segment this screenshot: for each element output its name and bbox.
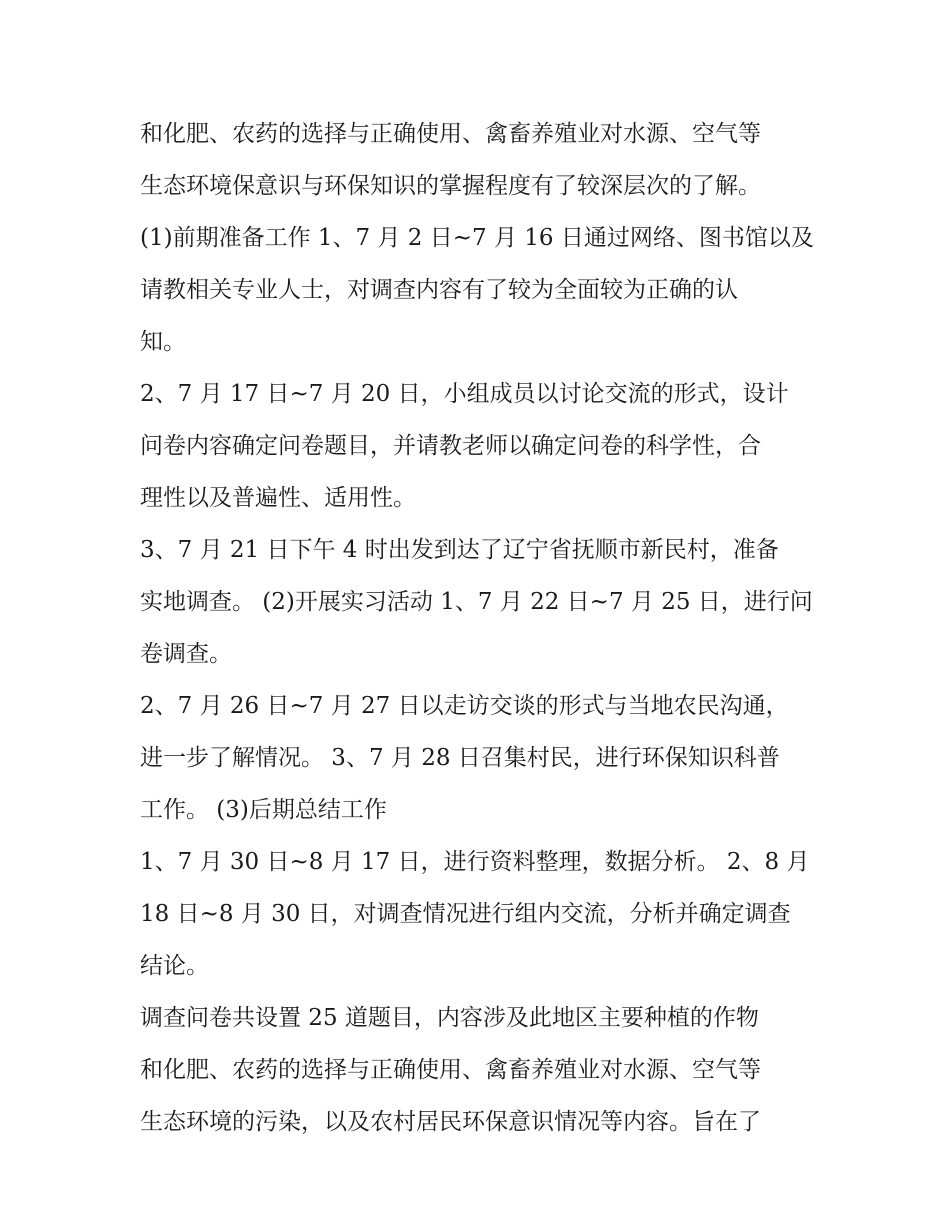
- text-line: 请教相关专业人士，对调查内容有了较为全面较为正确的认: [140, 277, 738, 303]
- text-line: 生态环境的污染，以及农村居民环保意识情况等内容。旨在了: [140, 1109, 761, 1135]
- text-line: 2、7 月 17 日~7 月 20 日，小组成员以讨论交流的形式，设计: [140, 381, 789, 407]
- text-line: 进一步了解情况。 3、7 月 28 日召集村民，进行环保知识科普: [140, 745, 780, 771]
- text-line: 3、7 月 21 日下午 4 时出发到达了辽宁省抚顺市新民村，准备: [140, 537, 779, 563]
- document-body: [140, 108, 840, 1148]
- text-line: 18 日~8 月 30 日，对调查情况进行组内交流，分析并确定调查: [140, 901, 791, 927]
- text-line: 工作。 (3)后期总结工作: [140, 797, 387, 823]
- text-line: 和化肥、农药的选择与正确使用、禽畜养殖业对水源、空气等: [140, 121, 761, 147]
- text-line: 和化肥、农药的选择与正确使用、禽畜养殖业对水源、空气等: [140, 1057, 761, 1083]
- text-line: 2、7 月 26 日~7 月 27 日以走访交谈的形式与当地农民沟通，: [140, 693, 789, 719]
- text-line: 调查问卷共设置 25 道题目，内容涉及此地区主要种植的作物: [140, 1005, 759, 1031]
- text-line: (1)前期准备工作 1、7 月 2 日~7 月 16 日通过网络、图书馆以及: [140, 225, 814, 251]
- text-line: 理性以及普遍性、适用性。: [140, 485, 416, 511]
- text-line: 实地调查。 (2)开展实习活动 1、7 月 22 日~7 月 25 日，进行问: [140, 589, 813, 615]
- text-line: 生态环境保意识与环保知识的掌握程度有了较深层次的了解。: [140, 173, 761, 199]
- text-line: 卷调查。: [140, 641, 232, 667]
- text-line: 结论。: [140, 953, 209, 979]
- text-line: 问卷内容确定问卷题目，并请教老师以确定问卷的科学性，合: [140, 433, 761, 459]
- text-line: 知。: [140, 329, 186, 355]
- text-line: 1、7 月 30 日~8 月 17 日，进行资料整理，数据分析。 2、8 月: [140, 849, 810, 875]
